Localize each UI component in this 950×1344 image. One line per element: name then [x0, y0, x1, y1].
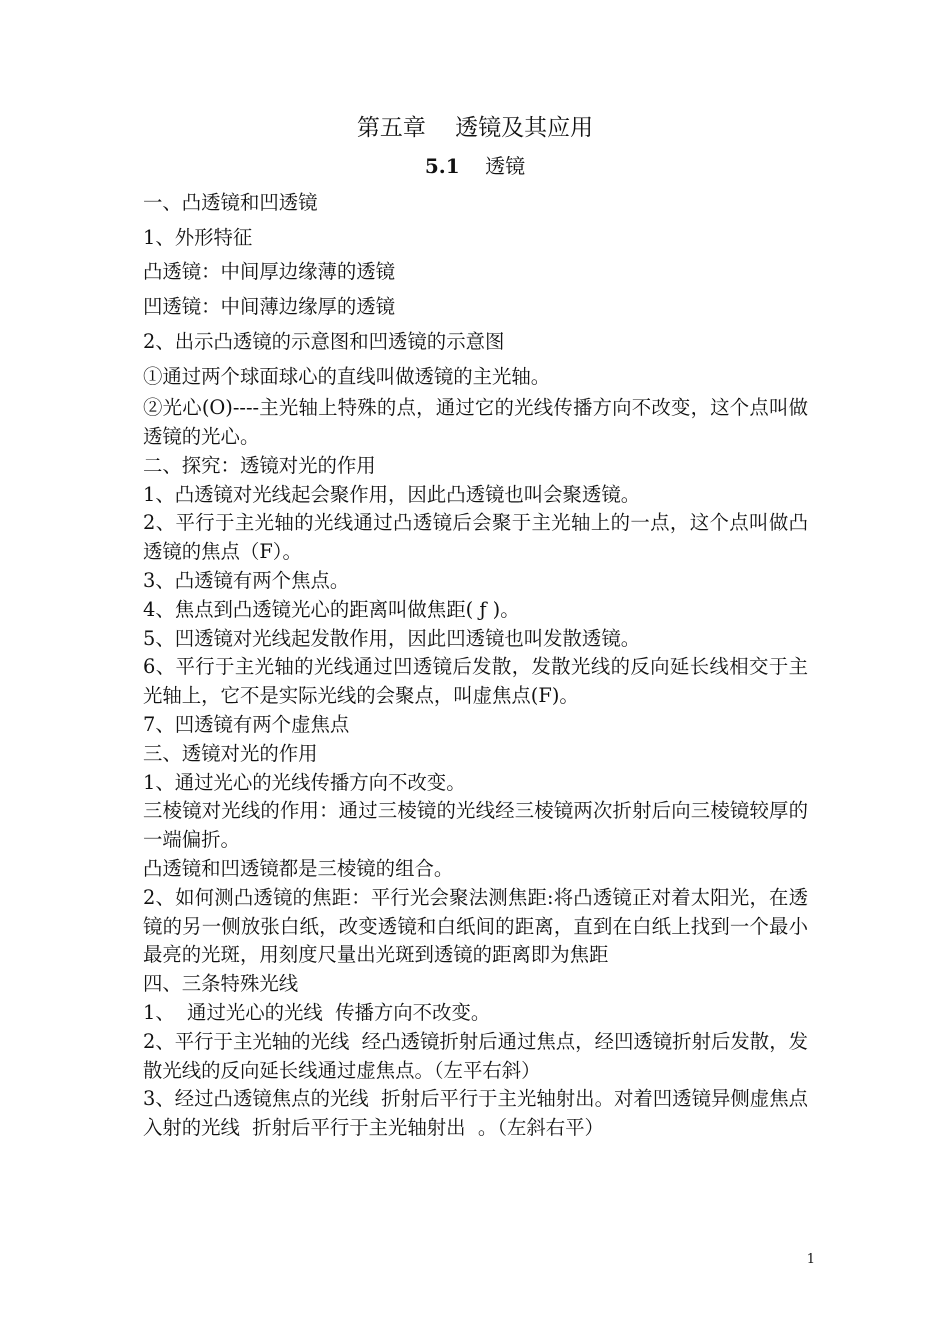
paragraph: ①通过两个球面球心的直线叫做透镜的主光轴。 [143, 364, 551, 388]
paragraph: 4、焦点到凸透镜光心的距离叫做焦距( ƒ )。 [143, 597, 520, 621]
paragraph: ②光心(O)----主光轴上特殊的点，通过它的光线传播方向不改变，这个点叫做透镜的光心。 [143, 396, 808, 449]
paragraph: 2、平行于主光轴的光线 经凸透镜折射后通过焦点，经凹透镜折射后发散，发散光线的反向延长线通过虚焦点。（左平右斜） [143, 1029, 808, 1082]
paragraph: 3、凸透镜有两个焦点。 [143, 569, 350, 592]
paragraph: 3、经过凸透镜焦点的光线 折射后平行于主光轴射出。对着凹透镜异侧虚焦点入射的光线 折射后平行于主光轴射出 。（左斜右平） [143, 1087, 808, 1140]
page-number: 1 [806, 1252, 815, 1267]
paragraph: 2、如何测凸透镜的焦距：平行光会聚法测焦距:将凸透镜正对着太阳光，在透镜的另一侧放张白纸，改变透镜和白纸间的距离，直到在白纸上找到一个最小最亮的光斑，用刻度尺量出光斑到透镜的距离即为焦距 [143, 885, 808, 967]
section-name: 透镜 [485, 154, 526, 178]
paragraph-group-1 [143, 186, 808, 394]
paragraph: 四、三条特殊光线 [143, 972, 299, 996]
paragraph: 三棱镜对光线的作用：通过三棱镜的光线经三棱镜两次折射后向三棱镜较厚的一端偏折。 [143, 799, 808, 852]
paragraph: 1、 通过光心的光线 传播方向不改变。 [143, 1000, 491, 1024]
paragraph: 6、平行于主光轴的光线通过凹透镜后发散，发散光线的反向延长线相交于主光轴上，它不是实际光线的会聚点，叫虚焦点(F)。 [143, 655, 808, 708]
paragraph: 凸透镜和凹透镜都是三棱镜的组合。 [143, 856, 454, 880]
document-body [143, 186, 808, 1143]
section-title [0, 151, 950, 181]
paragraph: 5、凹透镜对光线起发散作用，因此凹透镜也叫发散透镜。 [143, 626, 641, 650]
paragraph: 2、平行于主光轴的光线通过凸透镜后会聚于主光轴上的一点，这个点叫做凸透镜的焦点（F）。 [143, 511, 808, 564]
paragraph: 2、出示凸透镜的示意图和凹透镜的示意图 [143, 329, 505, 353]
chapter-title: 第五章 透镜及其应用 [356, 115, 594, 141]
paragraph: 7、凹透镜有两个虚焦点 [143, 712, 350, 736]
paragraph: 1、凸透镜对光线起会聚作用，因此凸透镜也叫会聚透镜。 [143, 482, 641, 506]
section-gap [460, 154, 485, 178]
paragraph: 一、凸透镜和凹透镜 [143, 191, 318, 214]
paragraph-group-2 [143, 394, 808, 1143]
paragraph: 凹透镜：中间薄边缘厚的透镜 [143, 295, 396, 319]
paragraph: 凸透镜：中间厚边缘薄的透镜 [143, 260, 396, 284]
section-number: 5.1 [424, 154, 460, 178]
paragraph: 1、外形特征 [143, 225, 253, 249]
paragraph: 三、透镜对光的作用 [143, 741, 318, 765]
paragraph: 二、探究：透镜对光的作用 [143, 453, 376, 477]
paragraph: 1、通过光心的光线传播方向不改变。 [143, 770, 466, 794]
